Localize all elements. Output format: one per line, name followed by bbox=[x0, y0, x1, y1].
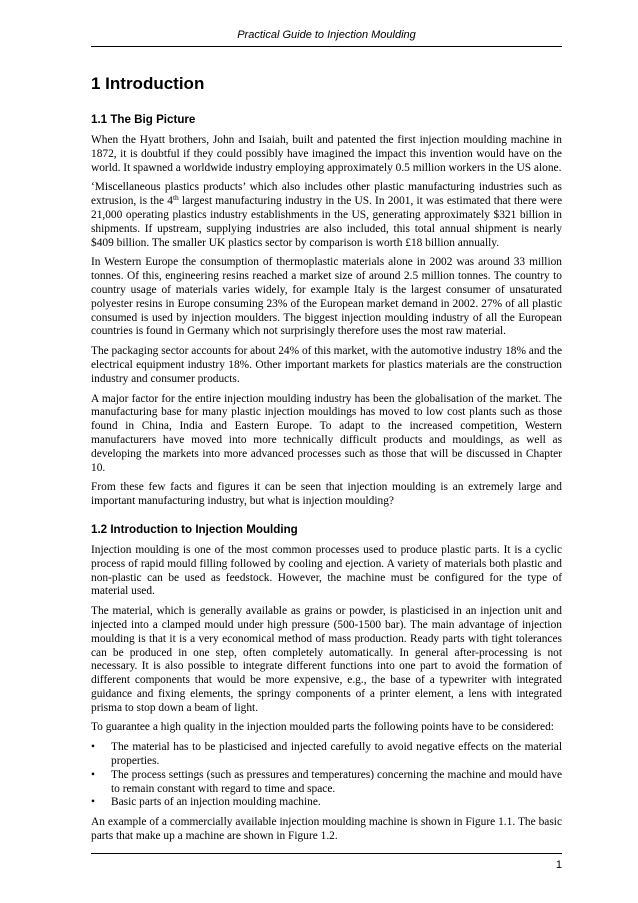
bullet-list bbox=[91, 741, 562, 810]
paragraph bbox=[91, 181, 562, 250]
paragraph-text: largest manufacturing industry in the US. In 2001, it was estimated that there were 21,000 operating plastics industry establishments in the US, generating approximately $321 billion in shipments. If upstream, supplying industries are also included, this total annual shipment is nearly $409 billion. The smaller UK plastics sector by comparison is worth £18 billion annually. bbox=[91, 195, 562, 249]
list-item-text: The material has to be plasticised and injected carefully to avoid negative effects on the material properties. bbox=[111, 741, 562, 768]
paragraph: An example of a commercially available injection moulding machine is shown in Figure 1.1. The basic parts that make up a machine are shown in Figure 1.2. bbox=[91, 816, 562, 843]
header-rule bbox=[91, 46, 562, 47]
chapter-title: 1 Introduction bbox=[91, 74, 205, 93]
list-item-text: The process settings (such as pressures and temperatures) concerning the machine and mould have to remain constant with regard to time and space. bbox=[111, 768, 562, 795]
paragraph: Injection moulding is one of the most common processes used to produce plastic parts. It is a cyclic process of rapid mould filling followed by cooling and ejection. A variety of materials both plastic and non-plastic can be used as feedstock. However, the machine must be configured for the type of material used. bbox=[91, 543, 562, 598]
page-body bbox=[91, 73, 562, 850]
paragraph: The packaging sector accounts for about 24% of this market, with the automotive industry 18% and the electrical equipment industry 18%. Other important markets for plastics materials are the construction industry and consumer products. bbox=[91, 345, 563, 385]
list-item bbox=[91, 769, 562, 797]
list-item bbox=[91, 796, 562, 810]
section-heading-introduction: 1.2 Introduction to Injection Moulding bbox=[91, 522, 298, 536]
paragraph: To guarantee a high quality in the injection moulded parts the following points have to be considered: bbox=[91, 721, 554, 734]
bullet-icon: • bbox=[91, 741, 95, 754]
paragraph-text: ‘Miscellaneous plastics products’ which also includes other plastic manufacturing industries such as extrusion, is the 4 bbox=[91, 181, 562, 208]
paragraph: When the Hyatt brothers, John and Isaiah, built and patented the first injection moulding machine in 1872, it is doubtful if they could possibly have imagined the impact this invention would have on the world. It spawned a worldwide industry employing approximately 0.5 million workers in the US alone. bbox=[91, 134, 562, 174]
superscript: th bbox=[172, 193, 179, 203]
paragraph: In Western Europe the consumption of thermoplastic materials alone in 2002 was around 33 million tonnes. Of this, engineering resins reached a market size of around 2.5 million tonnes. The country to country usage of materials varies widely, for example Italy is the largest consumer of unsaturated polyester resins in Europe consuming 23% of the European market demand in 2002. 27% of all plastic consumed is used by injection moulders. The biggest injection moulding industry of all the European countries is found in Germany which not surprisingly therefore uses the most raw material. bbox=[91, 256, 562, 338]
page-number: 1 bbox=[555, 859, 562, 871]
paragraph: The material, which is generally available as grains or powder, is plasticised in an injection unit and injected into a clamped mould under high pressure (500-1500 bar). The main advantage of injection moulding is that it is a very economical method of mass production. Ready parts with tight tolerances can be produced in one step, often completely automatically. In general after-processing is not necessary. It is also possible to integrate different functions into one part to avoid the formation of different components that would be more expensive, e.g., the base of a typewriter with integrated guidance and fixing elements, the springy components of a printer element, a lens with integrated prisma to stop down a beam of light. bbox=[91, 605, 562, 714]
section-heading-big-picture: 1.1 The Big Picture bbox=[91, 113, 196, 126]
list-item-text: Basic parts of an injection moulding machine. bbox=[111, 796, 321, 809]
paragraph: From these few facts and figures it can be seen that injection moulding is an extremely large and important manufacturing industry, but what is injection moulding? bbox=[91, 481, 562, 508]
bullet-icon: • bbox=[91, 796, 95, 809]
bullet-icon: • bbox=[91, 768, 95, 781]
running-header: Practical Guide to Injection Moulding bbox=[237, 29, 416, 41]
list-item bbox=[91, 741, 562, 769]
footer-rule bbox=[91, 853, 562, 854]
paragraph: A major factor for the entire injection moulding industry has been the globalisation of the market. The manufacturing base for many plastic injection mouldings has moved to low cost plants such as those found in China, India and Eastern Europe. To adapt to the increased competition, Western manufacturers have moved into more technically difficult products and mouldings, as well as developing the markets into more advanced processes such as those that will be discussed in Chapter 10. bbox=[91, 392, 562, 474]
